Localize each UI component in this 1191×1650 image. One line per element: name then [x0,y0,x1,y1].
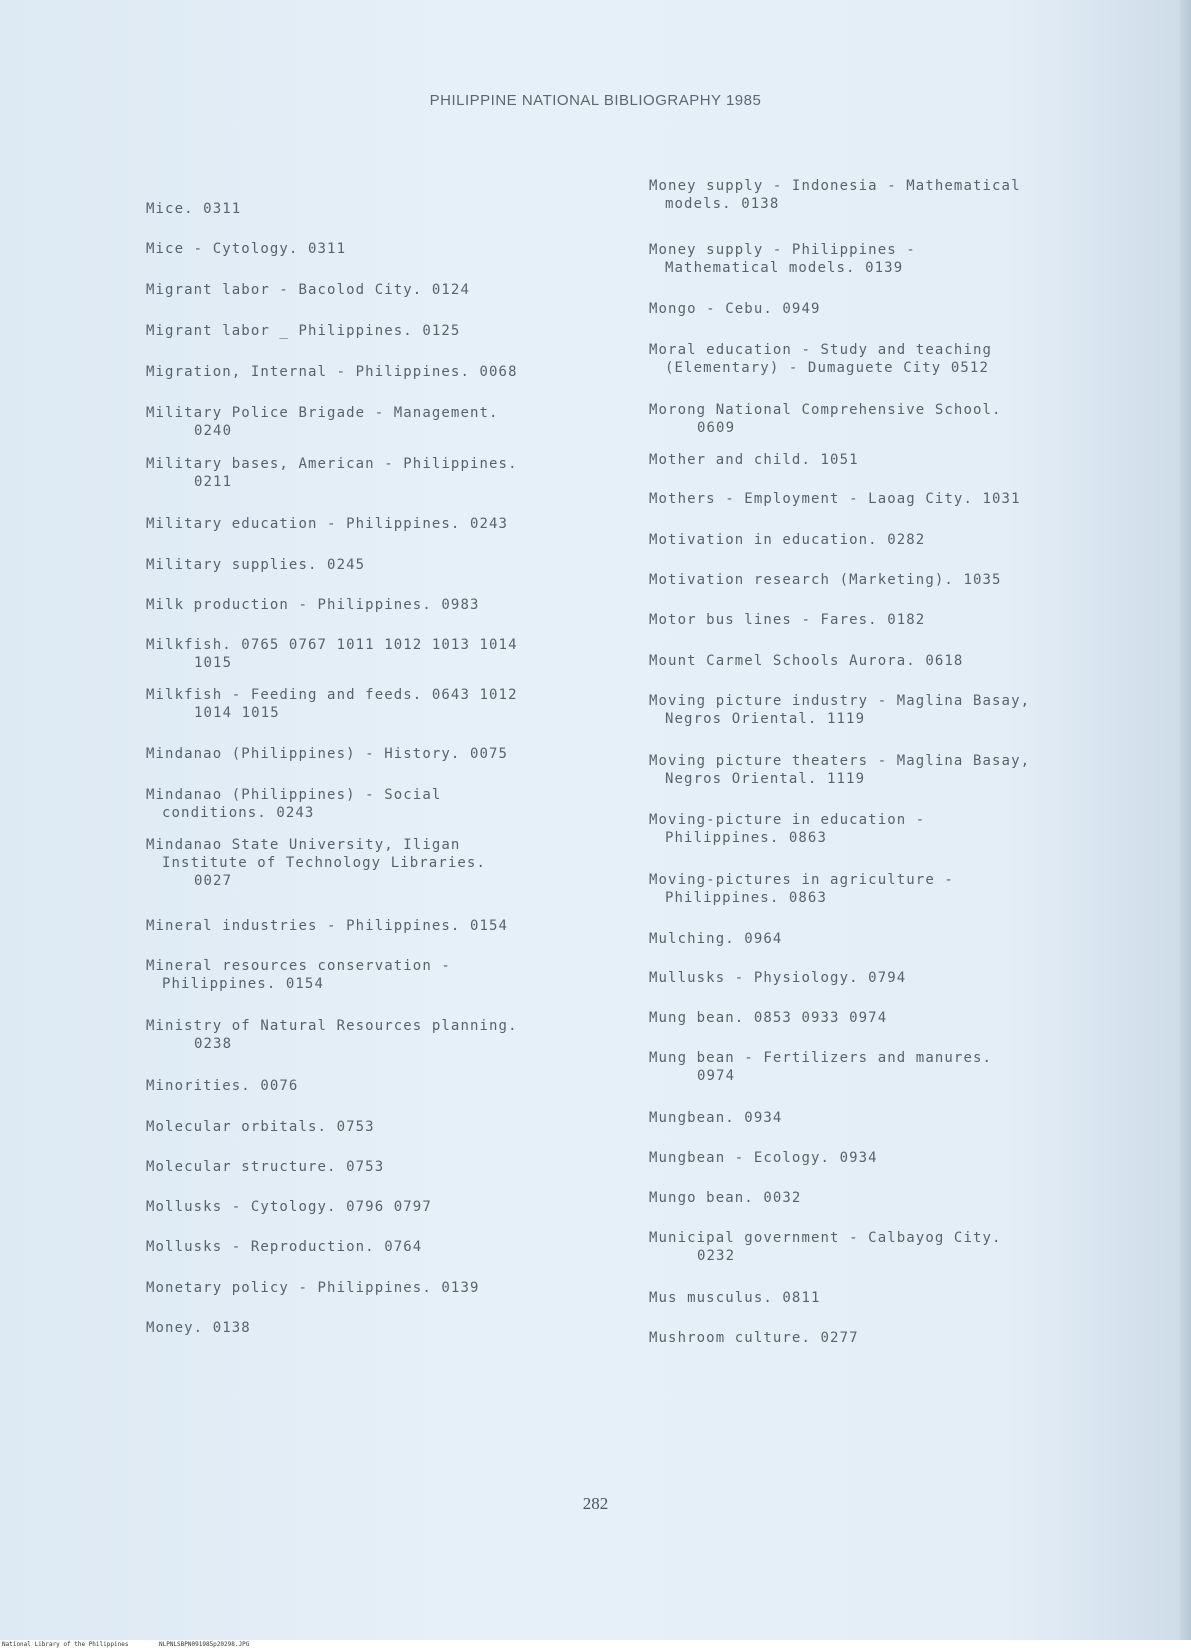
entry-continuation: 0609 [697,420,736,436]
left-index-entry [146,1279,616,1297]
right-index-entry [649,177,1119,213]
entry-heading: Motivation in education. 0282 [649,532,926,548]
entry-continuation: Mathematical models. 0139 [665,260,904,276]
entry-heading: Mount Carmel Schools Aurora. 0618 [649,653,964,669]
entry-heading: Mineral resources conservation - [146,958,451,974]
entry-heading: Mollusks - Cytology. 0796 0797 [146,1199,432,1215]
entry-heading: Municipal government - Calbayog City. [649,1230,1002,1246]
left-index-entry [146,786,616,822]
entry-continuation: Negros Oriental. 1119 [665,711,866,727]
entry-heading: Moving-pictures in agriculture - [649,872,954,888]
left-index-entry [146,686,616,722]
entry-heading: Migrant labor - Bacolod City. 0124 [146,282,470,298]
entry-continuation: 0240 [194,423,233,439]
right-index-entry [649,871,1119,907]
entry-heading: Mindanao (Philippines) - Social [146,787,442,803]
left-index-entry [146,596,616,614]
entry-continuation: 0027 [194,873,233,889]
entry-heading: Money supply - Indonesia - Mathematical [649,178,1021,194]
left-index-entry [146,240,616,258]
entry-heading: Mungbean. 0934 [649,1110,783,1126]
left-index-entry [146,1118,616,1136]
entry-heading: Ministry of Natural Resources planning. [146,1018,518,1034]
entry-continuation: 0974 [697,1068,736,1084]
entry-continuation: (Elementary) - Dumaguete City 0512 [665,360,989,376]
right-index-entry [649,611,1119,629]
entry-heading: Mindanao State University, Iligan [146,837,461,853]
right-index-entry [649,241,1119,277]
right-index-entry [649,1289,1119,1307]
left-index-entry [146,1198,616,1216]
left-index-entry [146,1158,616,1176]
entry-heading: Motivation research (Marketing). 1035 [649,572,1002,588]
left-index-entry [146,363,616,381]
right-index-entry [649,969,1119,987]
right-index-entry [649,1189,1119,1207]
entry-heading: Moving picture industry - Maglina Basay, [649,693,1031,709]
entry-heading: Motor bus lines - Fares. 0182 [649,612,926,628]
entry-heading: Mullusks - Physiology. 0794 [649,970,907,986]
entry-heading: Military bases, American - Philippines. [146,456,518,472]
entry-continuation: conditions. 0243 [162,805,315,821]
entry-heading: Mungo bean. 0032 [649,1190,802,1206]
left-index-entry [146,556,616,574]
page-edge-shadow [1180,0,1191,1650]
left-index-entry [146,1077,616,1095]
entry-heading: Military education - Philippines. 0243 [146,516,509,532]
entry-heading: Mungbean - Ecology. 0934 [649,1150,878,1166]
entry-heading: Mung bean. 0853 0933 0974 [649,1010,888,1026]
entry-heading: Molecular structure. 0753 [146,1159,385,1175]
entry-heading: Milkfish. 0765 0767 1011 1012 1013 1014 [146,637,518,653]
entry-heading: Moving-picture in education - [649,812,926,828]
entry-continuation: 0211 [194,474,233,490]
entry-heading: Morong National Comprehensive School. [649,402,1002,418]
entry-continuation: Philippines. 0863 [665,890,827,906]
left-index-entry [146,836,616,890]
footer-library-name: National Library of the Philippines [2,1641,129,1648]
right-index-entry [649,401,1119,437]
entry-continuation: 1015 [194,655,233,671]
entry-continuation: 1014 1015 [194,705,280,721]
entry-continuation: 0238 [194,1036,233,1052]
entry-continuation: Institute of Technology Libraries. [162,855,486,871]
entry-heading: Minorities. 0076 [146,1078,299,1094]
right-index-entry [649,300,1119,318]
right-index-entry [649,490,1119,508]
entry-heading: Mongo - Cebu. 0949 [649,301,821,317]
entry-heading: Mice. 0311 [146,201,242,217]
entry-heading: Mus musculus. 0811 [649,1290,821,1306]
right-index-entry [649,341,1119,377]
entry-heading: Migration, Internal - Philippines. 0068 [146,364,518,380]
left-index-entry [146,200,616,218]
entry-heading: Mothers - Employment - Laoag City. 1031 [649,491,1021,507]
entry-heading: Mollusks - Reproduction. 0764 [146,1239,423,1255]
left-index-entry [146,322,616,340]
left-index-entry [146,281,616,299]
entry-heading: Mother and child. 1051 [649,452,859,468]
right-index-entry [649,1329,1119,1347]
entry-heading: Money supply - Philippines - [649,242,916,258]
entry-continuation: models. 0138 [665,196,780,212]
right-index-entry [649,652,1119,670]
entry-heading: Mineral industries - Philippines. 0154 [146,918,509,934]
entry-continuation: Philippines. 0863 [665,830,827,846]
entry-heading: Molecular orbitals. 0753 [146,1119,375,1135]
page-number: 282 [582,1494,609,1513]
right-index-entry [649,531,1119,549]
right-index-entry [649,1229,1119,1265]
entry-heading: Moving picture theaters - Maglina Basay, [649,753,1031,769]
right-index-entry [649,1049,1119,1085]
entry-heading: Milk production - Philippines. 0983 [146,597,480,613]
entry-heading: Moral education - Study and teaching [649,342,993,358]
entry-heading: Mindanao (Philippines) - History. 0075 [146,746,509,762]
left-index-entry [146,455,616,491]
right-index-entry [649,752,1119,788]
entry-heading: Military supplies. 0245 [146,557,366,573]
entry-heading: Mushroom culture. 0277 [649,1330,859,1346]
entry-heading: Military Police Brigade - Management. [146,405,499,421]
entry-heading: Mice - Cytology. 0311 [146,241,347,257]
entry-heading: Monetary policy - Philippines. 0139 [146,1280,480,1296]
left-index-entry [146,745,616,763]
entry-heading: Mung bean - Fertilizers and manures. [649,1050,993,1066]
right-index-entry [649,1149,1119,1167]
right-index-entry [649,451,1119,469]
entry-continuation: 0232 [697,1248,736,1264]
entry-continuation: Negros Oriental. 1119 [665,771,866,787]
entry-heading: Migrant labor _ Philippines. 0125 [146,323,461,339]
entry-continuation: Philippines. 0154 [162,976,324,992]
left-index-entry [146,957,616,993]
scan-footer [0,1640,1191,1650]
left-index-entry [146,1017,616,1053]
right-index-entry [649,1009,1119,1027]
right-index-entry [649,811,1119,847]
entry-heading: Money. 0138 [146,1320,251,1336]
left-index-entry [146,404,616,440]
footer-filename: NLPNLSBPN091985p20298.JPG [159,1641,250,1648]
page-header-title: PHILIPPINE NATIONAL BIBLIOGRAPHY 1985 [429,92,762,109]
right-index-entry [649,571,1119,589]
entry-heading: Mulching. 0964 [649,931,783,947]
left-index-entry [146,636,616,672]
right-index-entry [649,692,1119,728]
right-index-entry [649,1109,1119,1127]
left-index-entry [146,1238,616,1256]
left-index-entry [146,917,616,935]
right-index-entry [649,930,1119,948]
left-index-entry [146,1319,616,1337]
entry-heading: Milkfish - Feeding and feeds. 0643 1012 [146,687,518,703]
left-index-entry [146,515,616,533]
